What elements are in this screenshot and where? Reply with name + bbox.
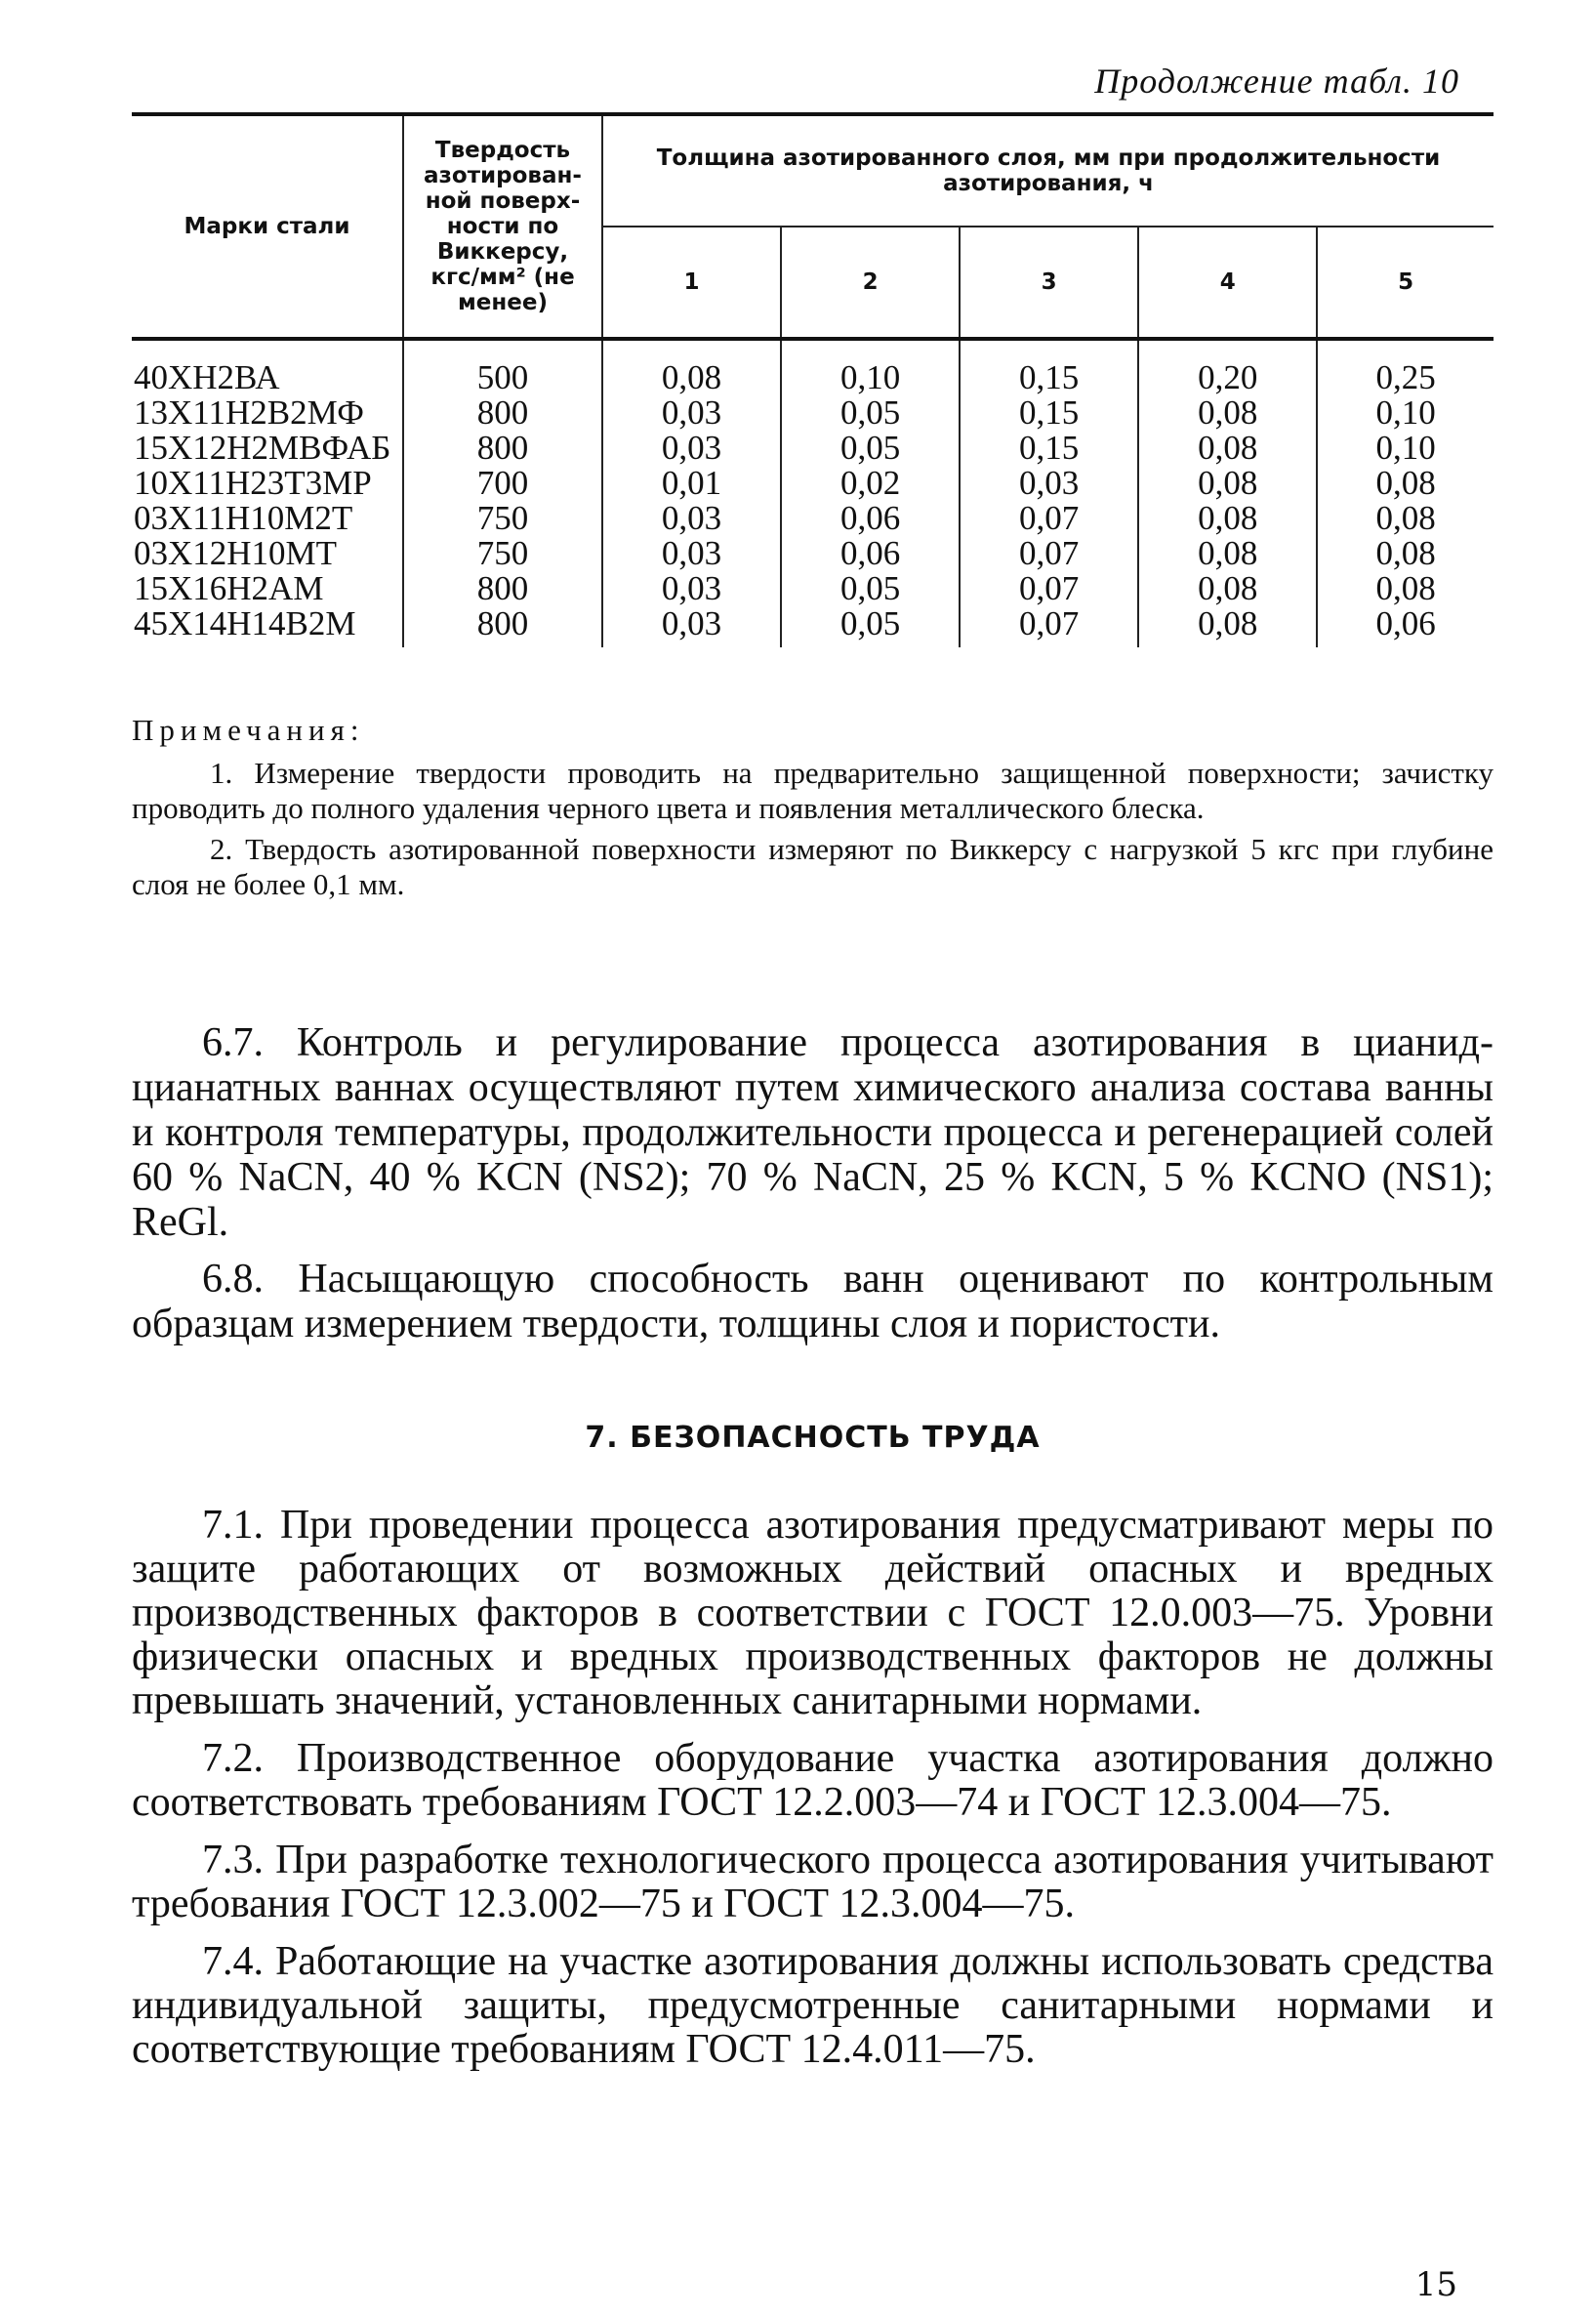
cell-thickness: 0,05 — [781, 395, 960, 431]
cell-thickness: 0,06 — [781, 501, 960, 536]
paragraph: 7.1. При проведении процесса азотирования предусматривают меры по защите работающих от возможных действий опасных и вредных производственных факторов в соответствии с ГОСТ 12.0.003—75. Уровни физически опасных и вредных производственных факторов не должны превышать значений, установленных санитарными нормами. — [132, 1503, 1494, 1723]
cell-thickness: 0,08 — [1317, 466, 1494, 501]
cell-hardness: 500 — [403, 339, 602, 395]
cell-grade: 45Х14Н14В2М — [134, 604, 356, 642]
cell-thickness: 0,15 — [960, 395, 1138, 431]
table-notes — [132, 713, 1494, 908]
table-header — [132, 114, 1494, 339]
cell-thickness: 0,08 — [1138, 395, 1317, 431]
cell-thickness: 0,20 — [1138, 339, 1317, 395]
cell-grade: 13Х11Н2В2МФ — [134, 393, 364, 432]
section-title: 7. БЕЗОПАСНОСТЬ ТРУДА — [585, 1421, 1041, 1455]
cell-hardness: 800 — [403, 571, 602, 606]
cell-thickness: 0,08 — [1138, 536, 1317, 571]
cell-thickness: 0,07 — [960, 536, 1138, 571]
note-item: 1. Измерение твердости проводить на предварительно защищенной поверхности; зачистку проводить до полного удаления черного цвета и появления металлического блеска. — [132, 756, 1494, 825]
header-hour-4: 4 — [1138, 227, 1317, 339]
cell-thickness: 0,15 — [960, 431, 1138, 466]
header-hour-1: 1 — [602, 227, 781, 339]
cell-hardness: 750 — [403, 536, 602, 571]
paragraph: 7.4. Работающие на участке азотирования должны использовать средства индивидуальной защиты, предусмотренные санитарными нормами и соответствующие требованиям ГОСТ 12.4.011—75. — [132, 1939, 1494, 2072]
table-continuation-caption: Продолжение табл. 10 — [1094, 62, 1459, 101]
cell-hardness: 800 — [403, 431, 602, 466]
cell-thickness: 0,03 — [602, 431, 781, 466]
cell-thickness: 0,06 — [1317, 606, 1494, 647]
paragraph: 7.2. Производственное оборудование участка азотирования должно соответствовать требованиям ГОСТ 12.2.003—74 и ГОСТ 12.3.004—75. — [132, 1736, 1494, 1825]
cell-thickness: 0,06 — [781, 536, 960, 571]
cell-thickness: 0,03 — [602, 606, 781, 647]
cell-thickness: 0,08 — [602, 339, 781, 395]
cell-thickness: 0,08 — [1138, 501, 1317, 536]
cell-hardness: 800 — [403, 395, 602, 431]
cell-thickness: 0,07 — [960, 571, 1138, 606]
cell-thickness: 0,01 — [602, 466, 781, 501]
cell-thickness: 0,03 — [602, 395, 781, 431]
cell-thickness: 0,25 — [1317, 339, 1494, 395]
cell-hardness: 700 — [403, 466, 602, 501]
cell-thickness: 0,08 — [1317, 501, 1494, 536]
cell-hardness: 800 — [403, 606, 602, 647]
note-item: 2. Твердость азотированной поверхности измеряют по Виккерсу с нагрузкой 5 кгс при глубине слоя не более 0,1 мм. — [132, 832, 1494, 901]
paragraph: 6.8. Насыщающую способность ванн оценивают по контрольным образцам измерением твердости, толщины слоя и пористости. — [132, 1257, 1494, 1346]
table-row — [132, 606, 1494, 647]
cell-thickness: 0,07 — [960, 606, 1138, 647]
nitriding-table — [132, 112, 1494, 647]
cell-thickness: 0,03 — [602, 501, 781, 536]
paragraph: 7.3. При разработке технологического процесса азотирования учитывают требования ГОСТ 12.3.002—75 и ГОСТ 12.3.004—75. — [132, 1838, 1494, 1926]
table-row — [132, 339, 1494, 395]
cell-thickness: 0,03 — [602, 536, 781, 571]
table-row — [132, 431, 1494, 466]
cell-thickness: 0,10 — [1317, 395, 1494, 431]
table-row — [132, 536, 1494, 571]
cell-thickness: 0,03 — [602, 571, 781, 606]
header-hardness: Твердость азотированной поверхности по Виккерсу, кгс/мм² (не менее) — [403, 114, 602, 339]
section-6-paragraphs — [132, 1020, 1494, 1358]
header-hour-5: 5 — [1317, 227, 1494, 339]
table-row — [132, 501, 1494, 536]
cell-thickness: 0,02 — [781, 466, 960, 501]
section-7-paragraphs — [132, 1504, 1494, 2086]
notes-heading: Примечания: — [132, 713, 365, 747]
cell-hardness: 750 — [403, 501, 602, 536]
table-row — [132, 395, 1494, 431]
cell-thickness: 0,15 — [960, 339, 1138, 395]
header-steel-grade: Марки стали — [132, 114, 403, 339]
cell-thickness: 0,03 — [960, 466, 1138, 501]
cell-thickness: 0,05 — [781, 431, 960, 466]
cell-grade: 03Х12Н10МТ — [134, 534, 338, 572]
cell-grade: 03Х11Н10М2Т — [134, 499, 353, 537]
cell-grade: 15Х16Н2АМ — [134, 569, 324, 607]
cell-thickness: 0,05 — [781, 571, 960, 606]
cell-grade: 15Х12Н2МВФАБ — [134, 429, 391, 467]
header-hour-3: 3 — [960, 227, 1138, 339]
cell-grade: 40ХН2ВА — [132, 339, 403, 395]
table-body — [132, 339, 1494, 647]
header-hour-2: 2 — [781, 227, 960, 339]
table-row — [132, 571, 1494, 606]
cell-thickness: 0,10 — [781, 339, 960, 395]
cell-grade: 10Х11Н23Т3МР — [134, 464, 372, 502]
paragraph: 6.7. Контроль и регулирование процесса азотирования в цианид-цианатных ваннах осуществляют путем химического анализа состава ванны и контроля температуры, продолжительности процесса и регенерацией солей 60 % NaCN, 40 % KCN (NS2); 70 % NaCN, 25 % KCN, 5 % KCNO (NS1); ReGl. — [132, 1020, 1494, 1245]
cell-thickness: 0,08 — [1317, 571, 1494, 606]
table-row — [132, 466, 1494, 501]
cell-thickness: 0,08 — [1138, 466, 1317, 501]
cell-thickness: 0,08 — [1138, 571, 1317, 606]
cell-thickness: 0,10 — [1317, 431, 1494, 466]
page-number: 15 — [1414, 2265, 1457, 2304]
header-layer-thickness: Толщина азотированного слоя, мм при продолжительности азотирования, ч — [602, 114, 1494, 227]
cell-thickness: 0,05 — [781, 606, 960, 647]
cell-thickness: 0,08 — [1138, 431, 1317, 466]
cell-thickness: 0,08 — [1138, 606, 1317, 647]
cell-thickness: 0,07 — [960, 501, 1138, 536]
cell-thickness: 0,08 — [1317, 536, 1494, 571]
